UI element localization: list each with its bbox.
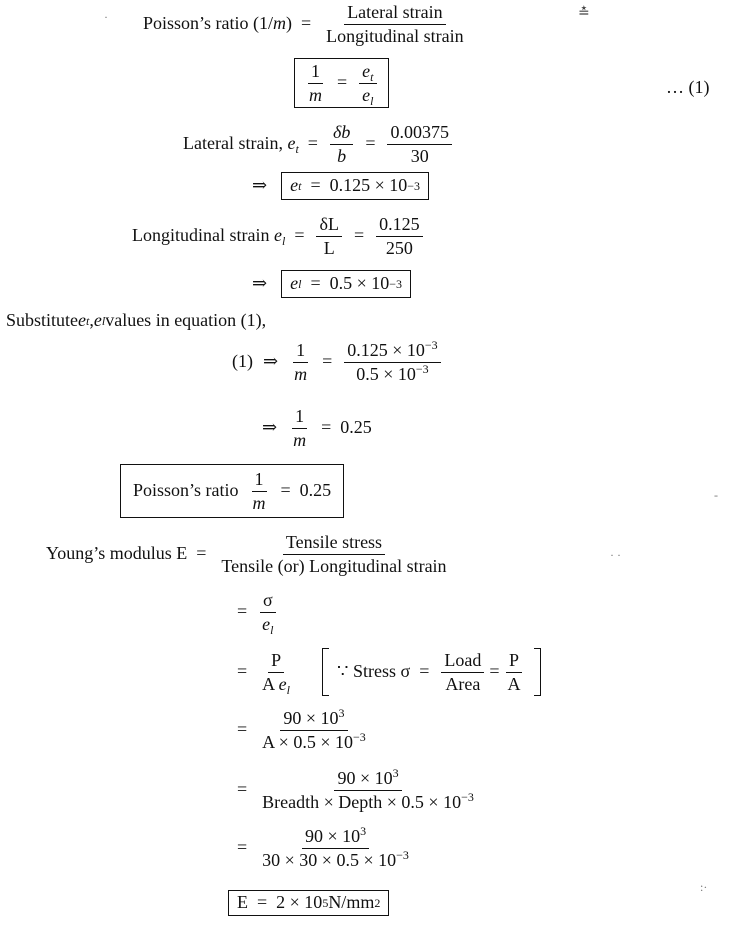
poisson-result-box: Poisson’s ratio $\frac{1}{m}$ = 0.25 (120, 464, 344, 518)
young-step-dimensions: = $\frac{90 \times 10^3}{Breadth \times Depth \times 0.5 \times 10^{-3}}$ (237, 766, 474, 812)
poisson-label: Poisson’s ratio (1/m) (143, 13, 293, 34)
lateral-strain-label: Lateral strain, $e_t$ (183, 133, 299, 157)
lateral-strain-box: e t = 0.125 × 10 −3 (281, 172, 429, 200)
lateral-strain-formula: Lateral strain, $e_t$ = $\frac{\delta b}{b}$ = $\frac{0.00375}{30}$ (183, 122, 455, 166)
longitudinal-strain-formula: Longitudinal strain $e_l$ = $\frac{\delta L}{L}$ = $\frac{0.125}{250}$ (132, 214, 426, 258)
fraction-numerator: Lateral strain (344, 2, 445, 25)
longitudinal-strain-label: Longitudinal strain $e_l$ (132, 225, 286, 249)
longitudinal-strain-result: ⇒ e l = 0.5 × 10 −3 (252, 270, 411, 298)
equation-1-box: $\frac{1}{m}$ = $\frac{e_t}{e_l}$ (294, 58, 389, 108)
stress-note: ∵ Stress σ = $\frac{\text{Load}}{\text{Area}}$ = $\frac{P}{A}$ (322, 648, 541, 696)
poisson-definition (143, 2, 470, 46)
equation-1 (294, 58, 389, 108)
young-step-values: = $\frac{90 \times 10^3}{30 \times 30 \times 0.5 \times 10^{-3}}$ (237, 824, 409, 870)
fraction-denominator: Longitudinal strain (326, 25, 464, 46)
young-modulus-definition: Young’s modulus E = $\frac{\text{Tensile stress}}{\text{Tensile (or) Longitudinal strain}}$ (46, 532, 447, 576)
poisson-intermediate: ⇒ $\frac{1}{m}$ = 0.25 (262, 406, 372, 450)
poisson-result (120, 464, 344, 518)
young-modulus-result (228, 890, 389, 916)
longitudinal-strain-box: e l = 0.5 × 10 −3 (281, 270, 411, 298)
equation-reference: … (1) (666, 77, 710, 97)
young-modulus-label: Young’s modulus E (46, 543, 188, 564)
equals-sign: = (301, 13, 312, 34)
substitute-text: Substitute e t , e l values in equation (1), (6, 310, 267, 330)
lateral-strain-result: ⇒ e t = 0.125 × 10 −3 (252, 172, 429, 200)
young-step-area: = $\frac{90 \times 10^3}{A \times 0.5 \times 10^{-3}}$ (237, 706, 366, 752)
poisson-fraction (323, 2, 466, 46)
young-modulus-box: E = 2 × 10 5 N/mm 2 (228, 890, 389, 916)
substitution-equation: (1) ⇒ $\frac{1}{m}$ = $\frac{0.125 \times 10^{-3}}{0.5 \times 10^{-3}}$ (232, 340, 444, 384)
young-step-load: = $\frac{P}{A e_l}$ ∵ Stress σ = $\frac{\text{Load}}{\text{Area}}$ = $\frac{P}{A}$ (237, 648, 541, 696)
young-step-sigma: = $\frac{\sigma}{e_l}$ (237, 590, 280, 634)
